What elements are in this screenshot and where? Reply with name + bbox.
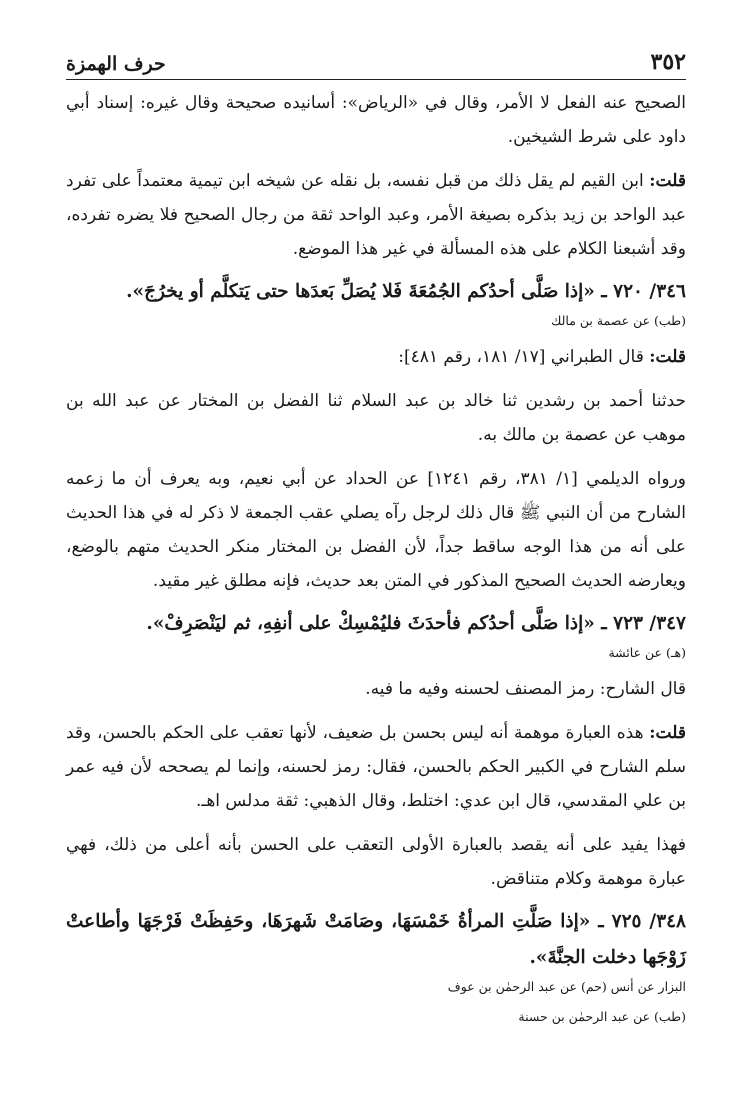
hadith-source: (طب) عن عصمة بن مالك: [551, 313, 686, 328]
paragraph-text: ابن القيم لم يقل ذلك من قبل نفسه، بل نقله عن شيخه ابن تيمية معتمداً على تفرد عبد الواحد بن زيد بذكره بصيغة الأمر، وعبد الواحد ثقة من رجال الصحيح فلا يضره تفرده، وقد أشبعنا الكلام على هذه المسألة في غير هذا الموضع.: [66, 171, 686, 259]
hadith-source: (هـ) عن عائشة: [608, 645, 686, 660]
paragraph-text: هذه العبارة موهمة أنه ليس بحسن بل ضعيف، لأنها تعقب على الحكم بالحسن، وقد سلم الشارح في الكبير الحكم بالحسن، فقال: رمز لحسنه، وإنما لم يصححه لأن فيه عمر بن علي المقدسي، قال ابن عدي: اختلط، وقال الذهبي: ثقة مدلس اهـ.: [66, 723, 686, 811]
hadith-347: ٣٤٧/ ٧٢٣ ـ «إذا صَلَّى أحدُكم فأحدَثَ فليُمْسِكْ على أنفِهِ، ثم ليَنْصَرِفْ».: [146, 613, 686, 634]
paragraph-1: الصحيح عنه الفعل لا الأمر، وقال في «الرياض»: أسانيده صحيحة وقال غيره: إسناد أبي داود على شرط الشيخين.: [66, 93, 686, 147]
paragraph-qult-1: [66, 164, 686, 266]
running-title: حرف الهمزة: [66, 53, 166, 75]
paragraph-text: قال الطبراني [١٧/ ١٨١، رقم ٤٨١]:: [398, 347, 650, 367]
qult-label: قلت:: [649, 723, 686, 743]
qult-label: قلت:: [649, 347, 686, 367]
paragraph-qult-3: [66, 716, 686, 818]
qult-label: قلت:: [649, 171, 686, 191]
paragraph-sharih: قال الشارح: رمز المصنف لحسنه وفيه ما فيه.: [365, 679, 686, 699]
hadith-source: البزار عن أنس (حم) عن عبد الرحمٰن بن عوف: [447, 979, 686, 994]
paragraph-isnad: حدثنا أحمد بن رشدين ثنا خالد بن عبد السلام ثنا الفضل بن المختار عن عبد الله بن موهب عن عصمة بن مالك به.: [66, 391, 686, 445]
hadith-346: ٣٤٦/ ٧٢٠ ـ «إذا صَلَّى أحدُكم الجُمُعَةَ فَلا يُصَلِّ بَعدَها حتى يَتكلَّم أو يخرُجَ».: [126, 281, 686, 302]
page-content: [66, 86, 686, 1028]
page-header: [66, 36, 686, 80]
paragraph-daylami: ورواه الديلمي [١/ ٣٨١، رقم ١٢٤١] عن الحداد عن أبي نعيم، وبه يعرف أن ما زعمه الشارح من أن النبي ﷺ قال ذلك لرجل رآه يصلي عقب الجمعة لا ذكر له في هذا الحديث على أنه من هذا الوجه ساقط جداً، لأن الفضل بن المختار منكر الحديث متهم بالوضع، ويعارضه الحديث الصحيح المذكور في المتن بعد حديث، فإنه مطلق غير مقيد.: [66, 469, 687, 591]
paragraph-conclusion: فهذا يفيد على أنه يقصد بالعبارة الأولى التعقب على الحسن بأنه أعلى من ذلك، فهي عبارة موهمة وكلام متناقض.: [66, 835, 686, 889]
hadith-source: (طب) عن عبد الرحمٰن بن حسنة: [518, 1009, 686, 1024]
paragraph-qult-2: [66, 340, 686, 374]
hadith-348: ٣٤٨/ ٧٢٥ ـ «إذا صَلَّتِ المرأةُ خَمْسَهَا، وصَامَتْ شَهرَهَا، وحَفِظَتْ فَرْجَهَا وأطاعتْ زَوْجَها دخلت الجنَّةَ».: [66, 911, 686, 968]
page-number: ٣٥٢: [650, 49, 686, 75]
